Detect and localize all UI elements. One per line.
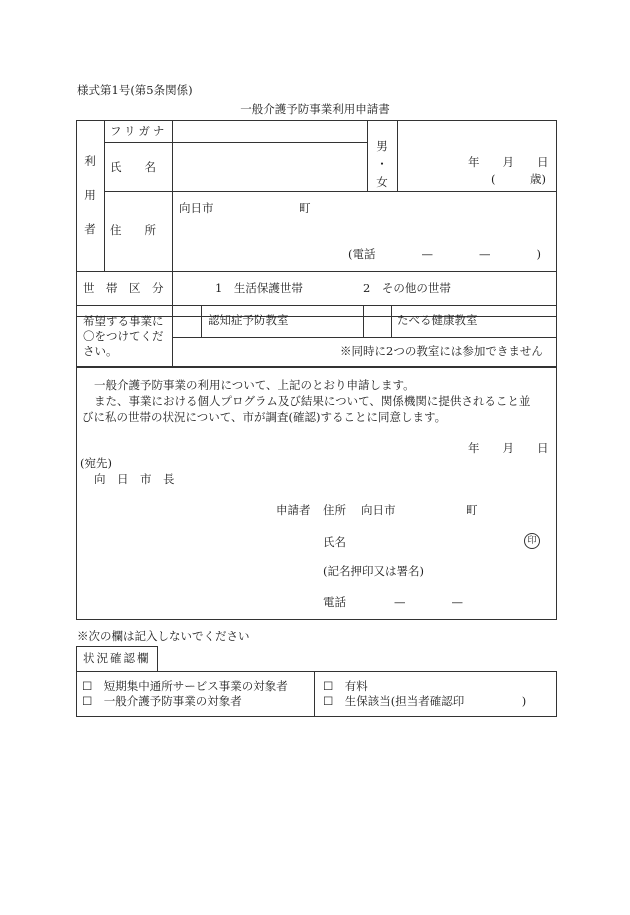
form-number: 様式第1号(第5条関係) — [77, 83, 193, 97]
applicant-side-char-3: 者 — [84, 222, 96, 236]
household-label: 世 帯 区 分 — [83, 281, 164, 295]
office-right-item-1[interactable]: ☐ 有料 — [323, 679, 368, 693]
address-town: 町 — [299, 201, 311, 215]
gender-dot: ・ — [376, 157, 388, 171]
classes-label-line-3: さい。 — [83, 344, 118, 358]
declaration-line-3: びに私の世帯の状況について、市が調査(確認)することに同意します。 — [82, 410, 447, 424]
address-label: 住 所 — [110, 223, 156, 237]
applicant-address-label: 住所 — [323, 503, 346, 517]
class2-mark-cell[interactable] — [365, 307, 390, 336]
furigana-field[interactable] — [173, 121, 366, 141]
declaration-line-2: また、事業における個人プログラム及び結果について、関係機関に提供されること並 — [94, 394, 531, 408]
office-use-header: 状況確認欄 — [83, 651, 151, 665]
form-title: 一般介護予防事業利用申請書 — [240, 102, 390, 116]
applicant-phone-label: 電話 — [323, 595, 346, 609]
office-left-item-1[interactable]: ☐ 短期集中通所サービス事業の対象者 — [82, 679, 288, 693]
name-field[interactable] — [173, 143, 366, 190]
office-right-item-2[interactable]: ☐ 生保該当(担当者確認印 ) — [323, 694, 527, 708]
applicant-phone-separators[interactable]: — — — [394, 595, 463, 609]
address-city: 向日市 — [179, 201, 214, 215]
gender-female[interactable]: 女 — [376, 175, 388, 189]
applicant-address-city: 向日市 — [361, 503, 396, 517]
applicant-name-label: 氏名 — [323, 535, 346, 549]
age[interactable]: ( 歳) — [491, 172, 546, 186]
gender-selector[interactable] — [374, 138, 390, 190]
birth-date[interactable]: 年 月 日 — [468, 155, 549, 169]
household-option-2[interactable]: 2 その他の世帯 — [363, 281, 451, 295]
declaration-date[interactable]: 年 月 日 — [468, 441, 549, 455]
applicant-side-char-2: 用 — [84, 188, 96, 202]
seal-mark: 印 — [524, 533, 540, 549]
classes-label-line-2: 〇をつけてくだ — [83, 329, 164, 343]
classes-note: ※同時に2つの教室には参加できません — [340, 344, 543, 358]
name-label: 氏 名 — [110, 160, 156, 174]
class1-mark-cell[interactable] — [174, 307, 200, 336]
applicant-side-char-1: 利 — [84, 154, 96, 168]
phone-field[interactable]: (電話 — — ) — [348, 247, 541, 261]
class1-label: 認知症予防教室 — [208, 313, 289, 327]
addressee: 向 日 市 長 — [94, 472, 175, 486]
applicant-label: 申請者 — [276, 503, 311, 517]
office-use-note: ※次の欄は記入しないでください — [77, 629, 250, 643]
gender-male[interactable]: 男 — [376, 139, 388, 153]
classes-label — [83, 314, 164, 359]
classes-label-line-1: 希望する事業に — [83, 314, 164, 328]
declaration-line-1: 一般介護予防事業の利用について、上記のとおり申請します。 — [94, 378, 415, 392]
applicant-address-town: 町 — [466, 503, 478, 517]
class2-label: たべる健康教室 — [397, 313, 478, 327]
office-left-item-2[interactable]: ☐ 一般介護予防事業の対象者 — [82, 694, 242, 708]
household-option-1[interactable]: 1 生活保護世帯 — [215, 281, 303, 295]
addressee-prefix: (宛先) — [80, 456, 112, 470]
seal-note: (記名押印又は署名) — [323, 564, 424, 578]
furigana-label: フリガナ — [110, 124, 168, 138]
